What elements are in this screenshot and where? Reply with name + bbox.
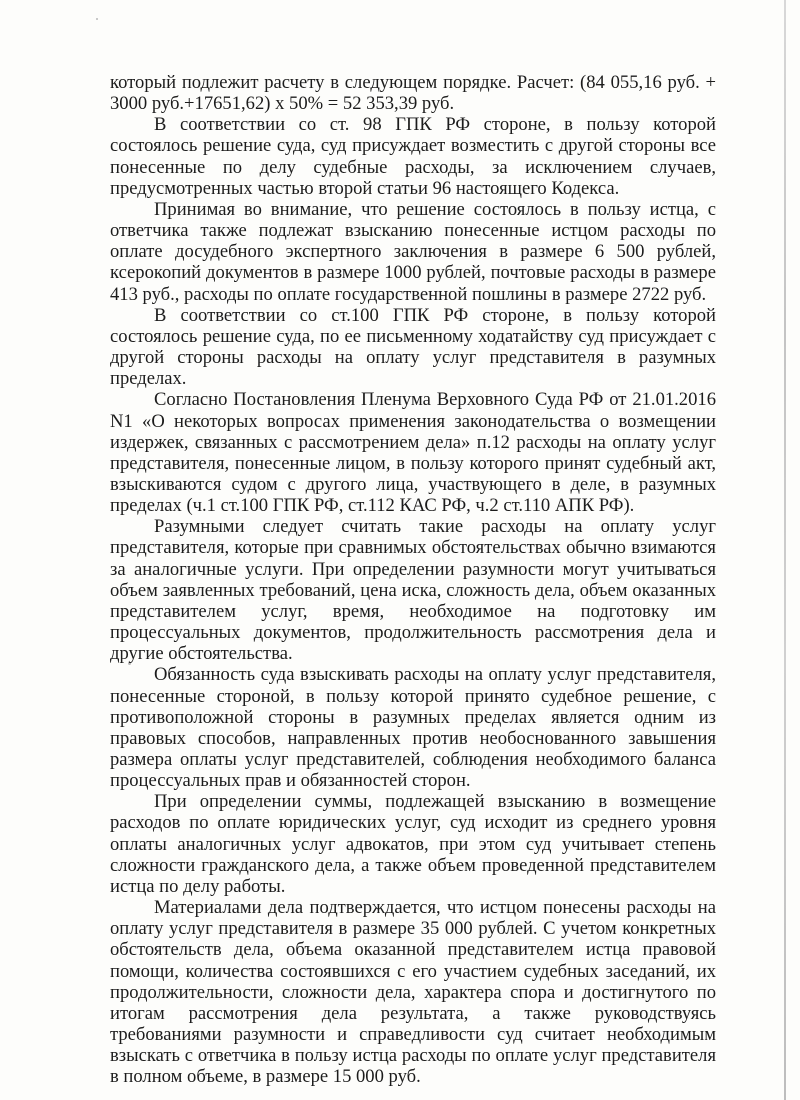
paragraph-court-duty: Обязанность суда взыскивать расходы на оплату услуг представителя, понесенные стороной, в пользу которой принято судебное решение, с противоположной стороны в разумных пределах является одним из правовых способов, направленных против необоснованного завышения размера оплаты услуг представителей, соблюдения необходимого баланса процессуальных прав и обязанностей сторон. (110, 664, 716, 792)
paragraph-conclusion: Материалами дела подтверждается, что истцом понесены расходы на оплату услуг представителя в размере 35 000 рублей. С учетом конкретных обстоятельств дела, объема оказанной представителем истца правовой помощи, количества состоявшихся с его участием судебных заседаний, их продолжительности, сложности дела, характера спора и достигнутого по итогам рассмотрения дела результата, а также руководствуясь требованиями разумности и справедливости суд считает необходимым взыскать с ответчика в пользу истца расходы по оплате услуг представителя в полном объеме, в размере 15 000 руб. (110, 897, 716, 1088)
paragraph-reasonable: Разумными следует считать такие расходы на оплату услуг представителя, которые при сравнимых обстоятельствах обычно взимаются за аналогичные услуги. При определении разумности могут учитываться объем заявленных требований, цена иска, сложность дела, объем оказанных представителем услуг, время, необходимое на подготовку им процессуальных документов, продолжительность рассмотрения дела и другие обстоятельства. (110, 516, 716, 665)
scan-speck (96, 18, 98, 20)
paragraph-art-98: В соответствии со ст. 98 ГПК РФ стороне, в пользу которой состоялось решение суда, суд присуждает возместить с другой стороны все понесенные по делу судебные расходы, за исключением случаев, предусмотренных частью второй статьи 96 настоящего Кодекса. (110, 114, 716, 199)
scan-edge-shadow (784, 0, 786, 1100)
document-body (110, 72, 716, 1088)
paragraph-calculation: который подлежит расчету в следующем порядке. Расчет: (84 055,16 руб. + 3000 руб.+17651,62) х 50% = 52 353,39 руб. (110, 72, 716, 115)
paragraph-art-100: В соответствии со ст.100 ГПК РФ стороне, в пользу которой состоялось решение суда, по ее письменному ходатайству суд присуждает с другой стороны расходы на оплату услуг представителя в разумных пределах. (110, 304, 716, 390)
paragraph-expenses: Принимая во внимание, что решение состоялось в пользу истца, с ответчика также подлежат взысканию понесенные истцом расходы по оплате досудебного экспертного заключения в размере 6 500 рублей, ксерокопий документов в размере 1000 рублей, почтовые расходы в размере 413 руб., расходы по оплате государственной пошлины в размере 2722 руб. (110, 198, 716, 305)
paragraph-plenum: Согласно Постановления Пленума Верховного Суда РФ от 21.01.2016 N1 «О некоторых вопросах применения законодательства о возмещении издержек, связанных с рассмотрением дела» п.12 расходы на оплату услуг представителя, понесенные лицом, в пользу которого принят судебный акт, взыскиваются судом с другого лица, участвующего в деле, в разумных пределах (ч.1 ст.100 ГПК РФ, ст.112 КАС РФ, ч.2 ст.110 АПК РФ). (110, 389, 716, 517)
paragraph-amount-determination: При определении суммы, подлежащей взысканию в возмещение расходов по оплате юридических услуг, суд исходит из среднего уровня оплаты аналогичных услуг адвокатов, при этом суд учитывает степень сложности гражданского дела, а также объем проведенной представителем истца по делу работы. (110, 791, 716, 897)
